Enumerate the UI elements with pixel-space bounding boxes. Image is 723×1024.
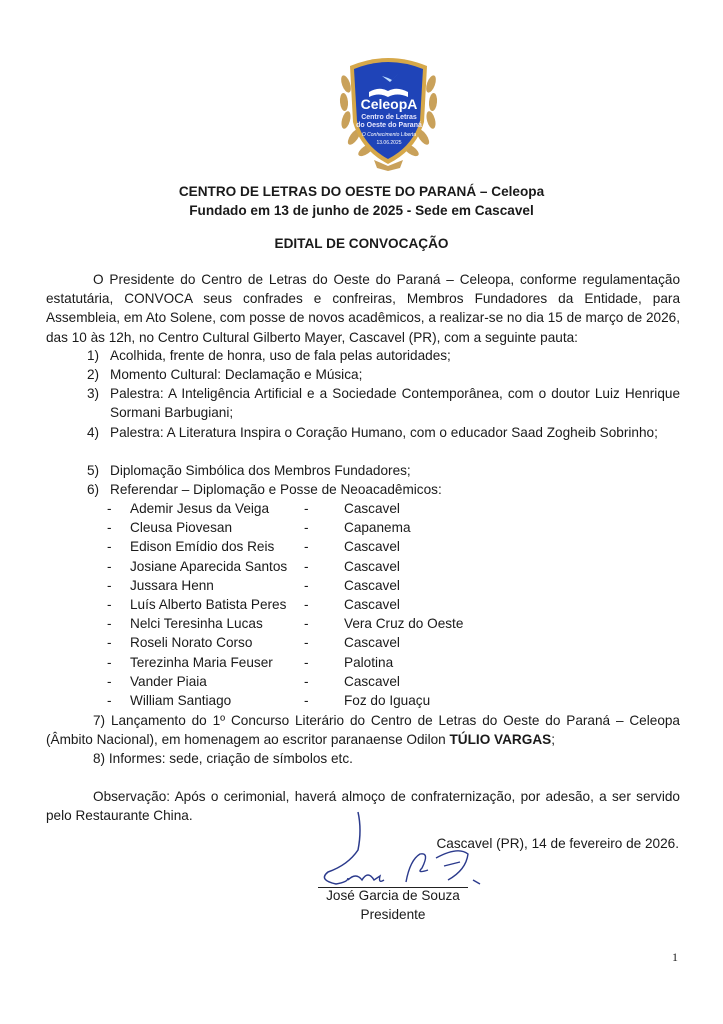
signature-icon bbox=[318, 810, 498, 890]
member-name: Luís Alberto Batista Peres bbox=[130, 597, 287, 612]
place-date: Cascavel (PR), 14 de fevereiro de 2026. bbox=[436, 836, 679, 851]
member-dash: - bbox=[107, 673, 112, 689]
member-city: Cascavel bbox=[344, 673, 400, 689]
member-dash: - bbox=[107, 501, 112, 516]
member-city: Capanema bbox=[344, 520, 411, 536]
agenda-item: 1) Acolhida, frente de honra, uso de fala pelas autoridades; bbox=[87, 348, 451, 363]
agenda-item: 6) Referendar – Diplomação e Posse de Neoacadêmicos: bbox=[87, 482, 442, 497]
member-row bbox=[107, 595, 667, 614]
member-city: Cascavel bbox=[344, 501, 400, 516]
member-name: Terezinha Maria Feuser bbox=[130, 654, 273, 670]
member-name: Roseli Norato Corso bbox=[130, 635, 253, 651]
member-row bbox=[107, 653, 667, 672]
agenda-item: 4) Palestra: A Literatura Inspira o Coração Humano, com o educador Saad Zogheib Sobrinho; bbox=[87, 425, 658, 440]
member-dash: - bbox=[304, 597, 309, 612]
member-dash: - bbox=[107, 577, 112, 593]
member-dash: - bbox=[107, 616, 112, 632]
document-title: EDITAL DE CONVOCAÇÃO bbox=[274, 236, 449, 251]
member-dash: - bbox=[304, 558, 309, 574]
logo-motto: O Conhecimento Liberta bbox=[361, 132, 417, 138]
member-dash: - bbox=[107, 539, 112, 555]
member-name: Nelci Teresinha Lucas bbox=[130, 616, 263, 632]
member-dash: - bbox=[304, 577, 309, 593]
agenda-item-7: 7) Lançamento do 1º Concurso Literário do Centro de Letras do Oeste do Paraná – Celeopa (Âmbito Nacional), em homenagem ao escritor paranaense Odilon TÚLIO VARGAS; bbox=[46, 713, 680, 748]
signer-role: Presidente bbox=[360, 907, 426, 922]
member-city: Palotina bbox=[344, 654, 394, 670]
observation-paragraph: Observação: Após o cerimonial, haverá almoço de confraternização, por adesão, a ser servido pelo Restaurante China. bbox=[46, 789, 680, 824]
signer-name: José Garcia de Souza bbox=[326, 888, 460, 903]
member-city: Cascavel bbox=[344, 558, 400, 574]
member-dash: - bbox=[304, 654, 309, 670]
member-dash: - bbox=[107, 693, 112, 708]
member-name: Vander Piaia bbox=[130, 673, 207, 689]
member-dash: - bbox=[107, 520, 112, 536]
org-subtitle: Fundado em 13 de junho de 2025 - Sede em Cascavel bbox=[189, 203, 534, 218]
member-dash: - bbox=[304, 539, 309, 555]
member-dash: - bbox=[107, 597, 112, 612]
agenda-item: 2) Momento Cultural: Declamação e Música; bbox=[87, 367, 363, 382]
member-dash: - bbox=[304, 520, 309, 536]
logo-line2: do Oeste do Paraná bbox=[356, 122, 422, 129]
member-city: Cascavel bbox=[344, 597, 400, 612]
member-row bbox=[107, 537, 667, 556]
logo-acronym: CeleopA bbox=[360, 96, 418, 112]
member-city: Foz do Iguaçu bbox=[344, 693, 431, 708]
member-row bbox=[107, 614, 667, 633]
member-name: Edison Emídio dos Reis bbox=[130, 539, 275, 555]
honoree-name: TÚLIO VARGAS bbox=[449, 732, 552, 748]
member-dash: - bbox=[107, 654, 112, 670]
member-name: Jussara Henn bbox=[130, 577, 214, 593]
member-dash: - bbox=[107, 558, 112, 574]
member-row bbox=[107, 672, 667, 691]
member-name: Josiane Aparecida Santos bbox=[130, 558, 288, 574]
member-dash: - bbox=[304, 693, 309, 708]
member-row bbox=[107, 633, 667, 652]
agenda-item-8: 8) Informes: sede, criação de símbolos etc. bbox=[93, 751, 353, 766]
agenda-item: 5) Diplomação Simbólica dos Membros Fundadores; bbox=[87, 463, 411, 478]
agenda-item: 3) Palestra: A Inteligência Artificial e a Sociedade Contemporânea, com o doutor Luiz Henrique Sormani Barbugiani; bbox=[87, 386, 680, 421]
member-city: Vera Cruz do Oeste bbox=[344, 616, 464, 632]
member-dash: - bbox=[107, 635, 112, 651]
member-row bbox=[107, 576, 667, 595]
member-city: Cascavel bbox=[344, 635, 400, 651]
member-city: Cascavel bbox=[344, 577, 400, 593]
member-name: Cleusa Piovesan bbox=[130, 520, 233, 536]
intro-paragraph: O Presidente do Centro de Letras do Oeste do Paraná – Celeopa, conforme regulamentação estatutária, CONVOCA seus confrades e confreiras, Membros Fundadores da Entidade, para Assembleia, em Ato Solene, com posse de novos acadêmicos, a realizar-se no dia 15 de março de 2026, das 10 às 12h, no Centro Cultural Gilberto Mayer, Cascavel (PR), com a seguinte pauta: bbox=[46, 272, 680, 345]
logo-line1: Centro de Letras bbox=[361, 114, 417, 121]
celeopa-logo bbox=[336, 44, 441, 172]
logo-date: 13.06.2025 bbox=[376, 140, 402, 146]
member-dash: - bbox=[304, 673, 309, 689]
member-city: Cascavel bbox=[344, 539, 400, 555]
member-row bbox=[107, 557, 667, 576]
member-name: William Santiago bbox=[130, 693, 232, 708]
member-dash: - bbox=[304, 616, 309, 632]
member-dash: - bbox=[304, 635, 309, 651]
member-row bbox=[107, 499, 667, 518]
member-row bbox=[107, 691, 667, 710]
member-row bbox=[107, 518, 667, 537]
page-number: 1 bbox=[672, 950, 678, 964]
member-dash: - bbox=[304, 501, 309, 516]
member-name: Ademir Jesus da Veiga bbox=[130, 501, 270, 516]
org-title: CENTRO DE LETRAS DO OESTE DO PARANÁ – Celeopa bbox=[178, 184, 545, 199]
